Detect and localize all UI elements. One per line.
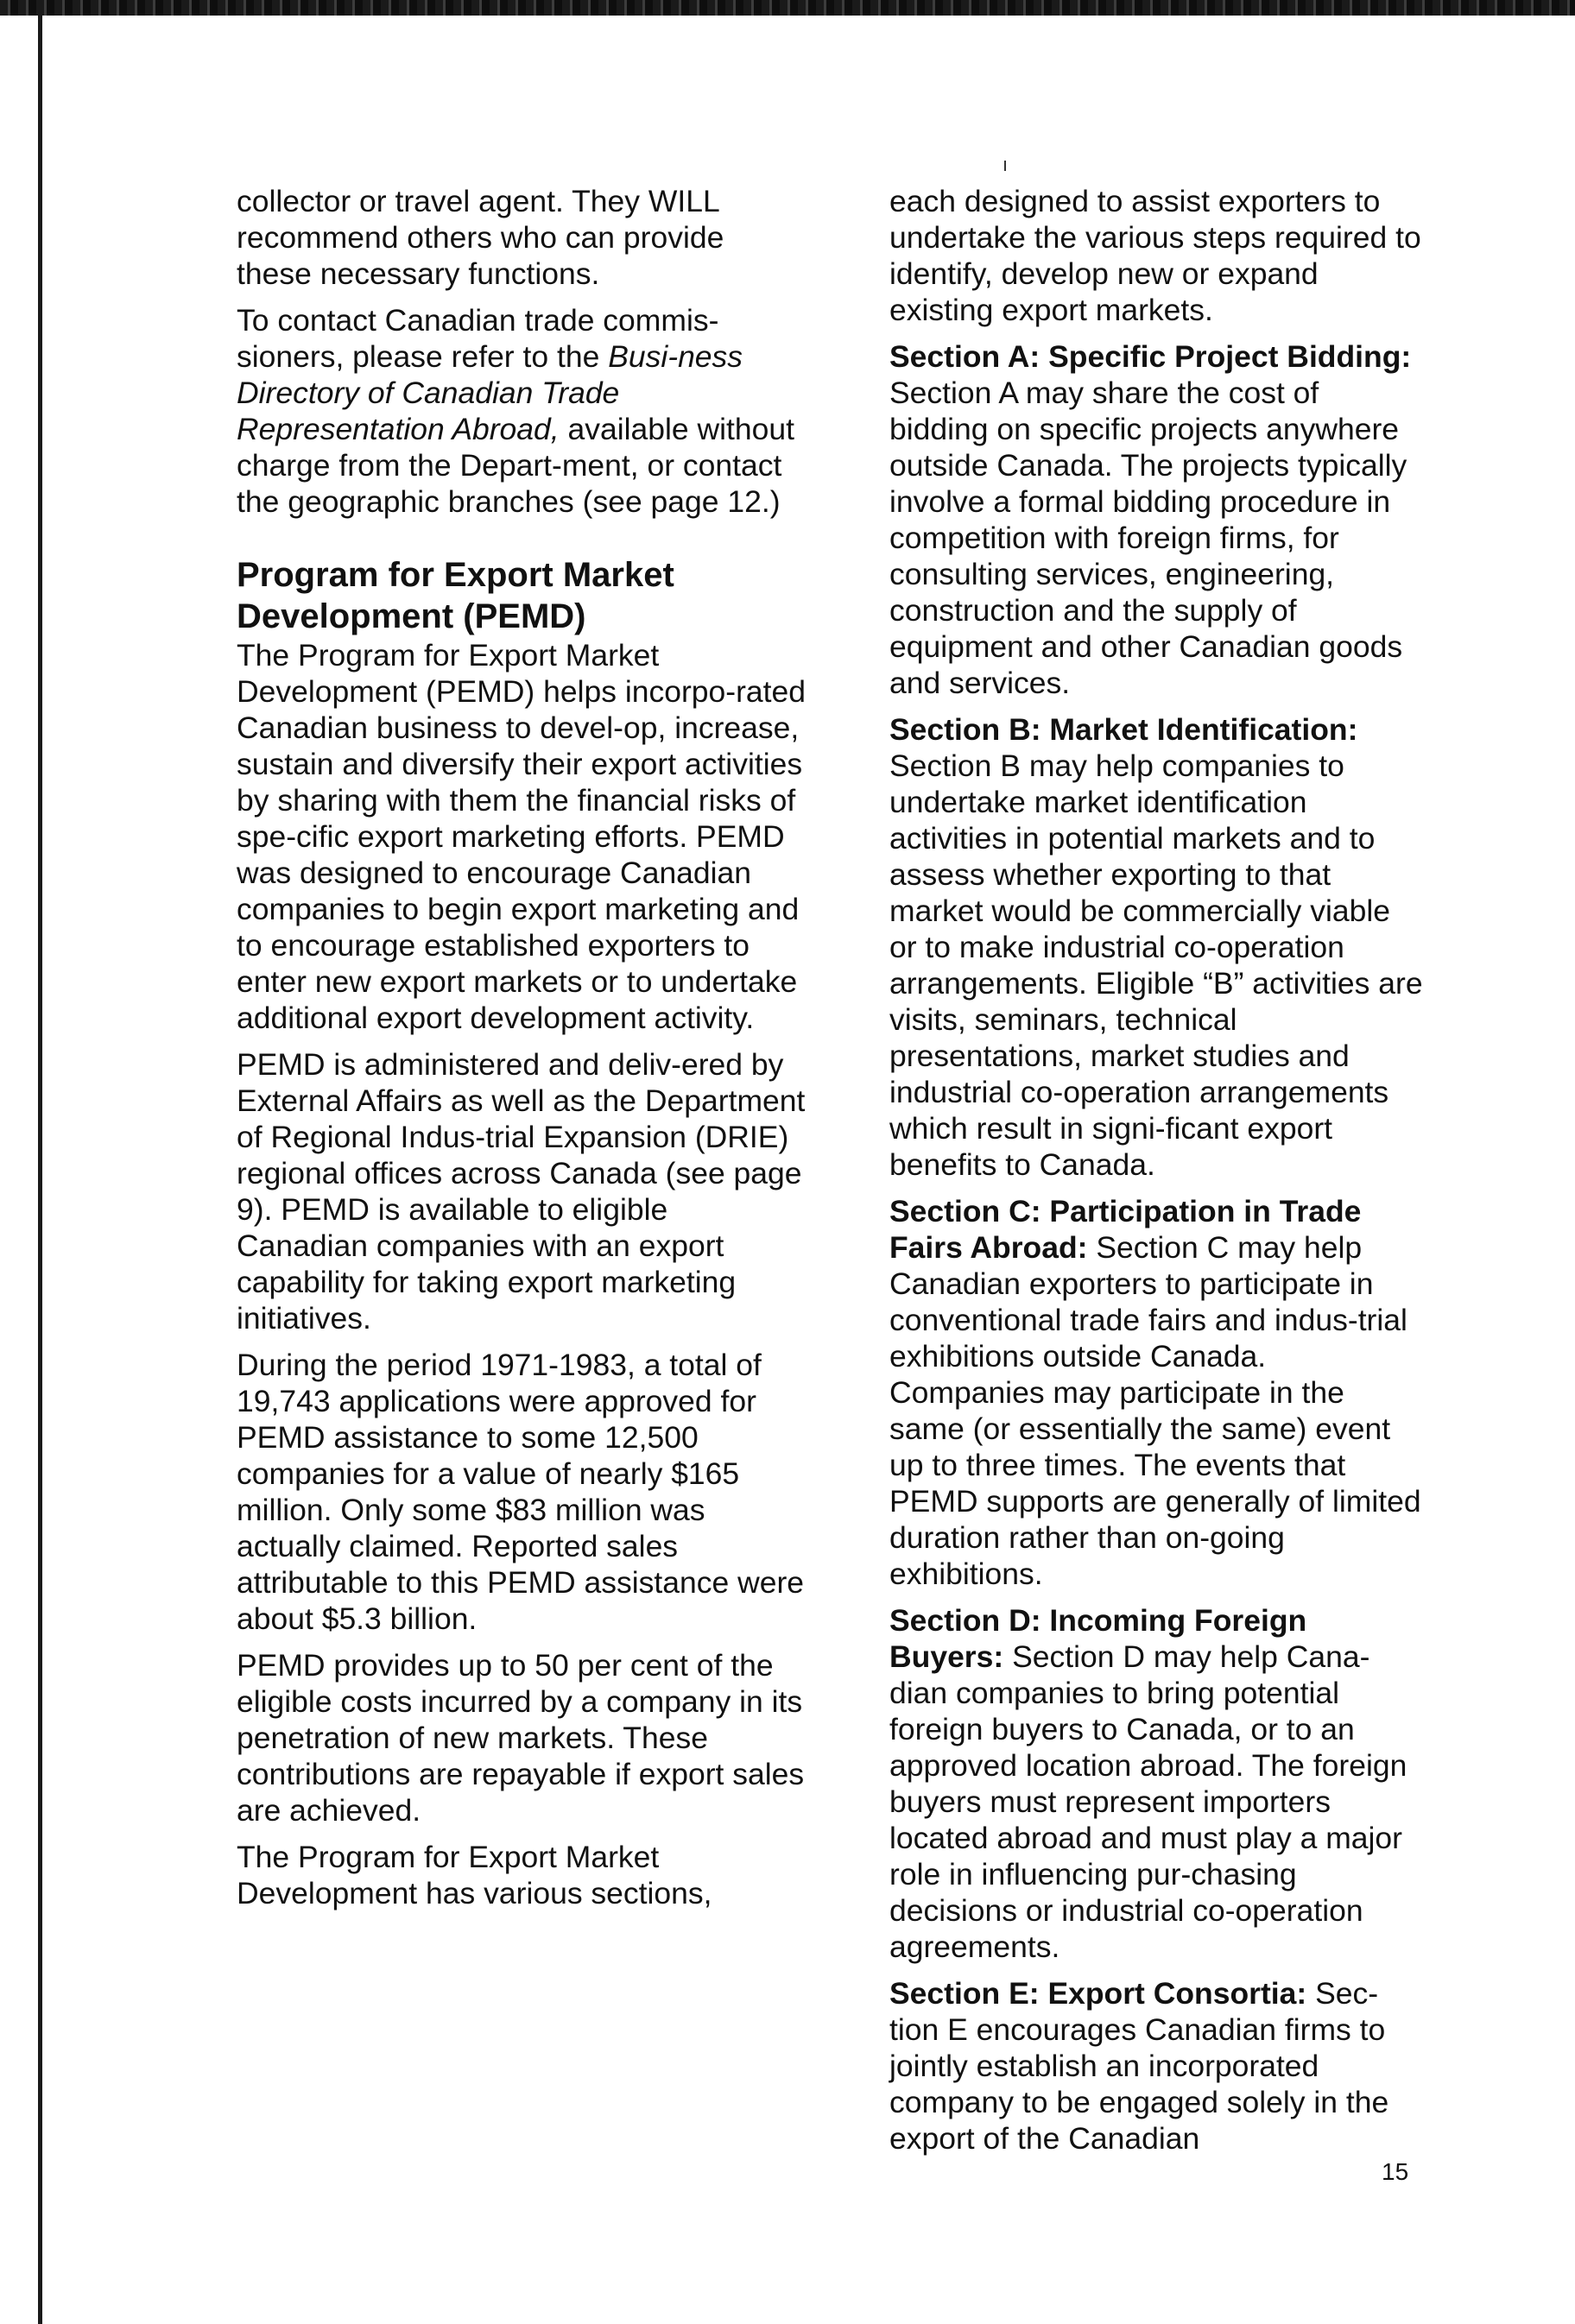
paragraph-pemd-costs: PEMD provides up to 50 per cent of the eligible costs incurred by a company in its penetration of new markets. These contributions are repayable if export sales are achieved. (237, 1648, 805, 1828)
section-b (889, 711, 1425, 1183)
scan-left-border (38, 16, 42, 2324)
section-e-label: Section E: Export Consortia: (889, 1976, 1307, 2011)
contact-text-after: available without charge from the Depart-ment, or contact the geographic branches (see page 12.) (237, 412, 794, 519)
paragraph-pemd-intro: The Program for Export Market Development (PEMD) helps incorpo-rated Canadian business to devel-op, increase, sustain and diversify their export activities by sharing with them the financial risks of spe-cific export marketing efforts. PEMD was designed to encourage Canadian companies to begin export marketing and to encourage established exporters to enter new export markets or to undertake additional export development activity. (237, 638, 806, 1035)
section-b-label: Section B: Market Identification: (889, 712, 1358, 747)
contact-text-before: To contact Canadian trade commis-sioners, please refer to the (237, 303, 719, 374)
right-column (889, 183, 1425, 2167)
section-a-text: Section A may share the cost of bidding on specific projects anywhere outside Canada. The projects typically involve a formal bidding procedure in competition with foreign firms, for consulting services, engineering, construction and the supply of equipment and other Canadian goods and services. (889, 376, 1407, 700)
section-a (889, 338, 1425, 701)
stray-mark (1004, 161, 1006, 171)
page-number: 15 (1382, 2158, 1409, 2185)
section-heading-pemd: Program for Export Market Development (PEMD) (237, 556, 674, 635)
section-c-label: Section C: Participation in Trade Fairs Abroad: (889, 1194, 1362, 1265)
section-d (889, 1602, 1425, 1965)
section-c (889, 1193, 1425, 1592)
paragraph-collector: collector or travel agent. They WILL recommend others who can provide these necessary functions. (237, 184, 724, 291)
section-e (889, 1975, 1425, 2157)
section-a-label: Section A: Specific Project Bidding: (889, 339, 1412, 374)
paragraph-pemd-statistics: During the period 1971-1983, a total of 19,743 applications were approved for PEMD assistance to some 12,500 companies for a value of nearly $165 million. Only some $83 million was actually claimed. Reported sales attributable to this PEMD assistance were about $5.3 billion. (237, 1348, 805, 1636)
section-c-text: Section C may help Canadian exporters to participate in conventional trade fairs and indus-trial exhibitions outside Canada. Companies may participate in the same (or essentially the same) event up to three times. The events that PEMD supports are generally of limited duration rather than on-going exhibitions. (889, 1230, 1421, 1591)
paragraph-pemd-administration: PEMD is administered and deliv-ered by External Affairs as well as the Department of Regional Indus-trial Expansion (DRIE) regional offices across Canada (see page 9). PEMD is available to eligible Canadian companies with an export capability for taking export marketing initiatives. (237, 1047, 806, 1336)
paragraph-pemd-sections: The Program for Export Market Development has various sections, (237, 1840, 712, 1910)
section-b-text: Section B may help companies to undertake market identification activities in potential markets and to assess whether exporting to that market would be commercially viable or to make industrial co-operation arrangements. Eligible “B” activities are visits, seminars, technical presentations, market studies and industrial co-operation arrangements which result in signi-ficant export benefits to Canada. (889, 748, 1423, 1182)
paragraph-sections-purpose: each designed to assist exporters to undertake the various steps required to identify, develop new or expand existing export markets. (889, 184, 1421, 327)
section-d-label: Section D: Incoming Foreign Buyers: (889, 1603, 1307, 1674)
section-e-text: Sec-tion E encourages Canadian firms to jointly establish an incorporated company to be engaged solely in the export of the Canadian (889, 1976, 1389, 2156)
section-d-text: Section D may help Cana-dian companies to bring potential foreign buyers to Canada, or to an approved location abroad. The foreign buyers must represent importers located abroad and must play a major role in influencing pur-chasing decisions or industrial co-operation agreements. (889, 1639, 1407, 1964)
left-column (237, 183, 806, 1922)
directory-title: Busi-ness Directory of Canadian Trade Representation Abroad, (237, 339, 743, 446)
paragraph-contact (237, 302, 806, 520)
scan-top-border (0, 0, 1575, 16)
